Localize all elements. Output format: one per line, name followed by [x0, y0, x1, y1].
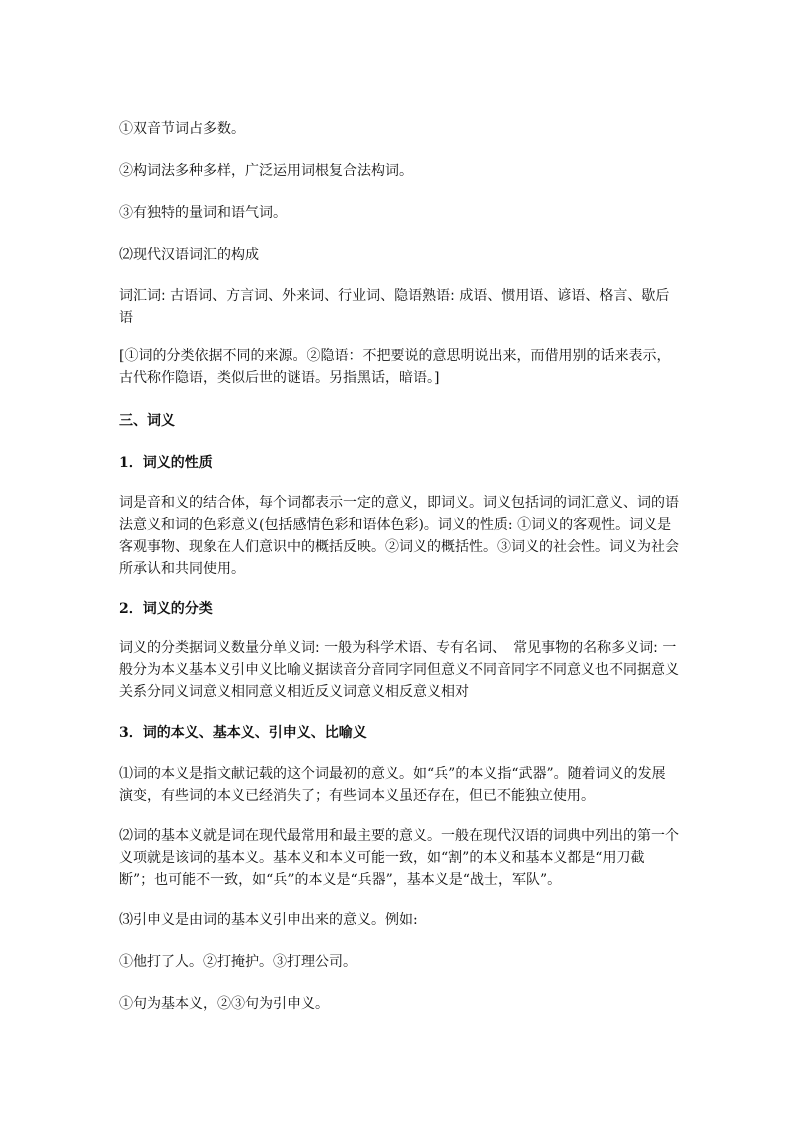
paragraph-basic-meaning: ⑵词的基本义就是词在现代最常用和最主要的意义。一般在现代汉语的词典中列出的第一个义项就是该词的基本义。基本义和本义可能一致，如“割”的本义和基本义都是“用刀截断”；也可能不一致，如“兵”的本义是“兵器”，基本义是“战士，军队”。 — [119, 828, 679, 888]
paragraph-example-explanation: ①句为基本义，②③句为引申义。 — [119, 996, 329, 1012]
paragraph-example-sentences: ①他打了人。②打掩护。③打理公司。 — [119, 954, 357, 970]
heading-original-basic-meaning: 3．词的本义、基本义、引申义、比喻义 — [119, 725, 367, 741]
paragraph-meaning-classification: 词义的分类据词义数量分单义词: 一般为科学术语、专有名词、 常见事物的名称多义词: 一般分为本义基本义引申义比喻义据读音分音同字同但意义不同音同字不同意义也不同据意义关系分同义词意义相同意义相近反义词意义相反意义相对 — [119, 640, 679, 700]
heading-meaning-nature: 1．词义的性质 — [119, 455, 213, 471]
heading-meaning-classification: 2．词义的分类 — [119, 601, 213, 617]
paragraph-word-formation: ②构词法多种多样，广泛运用词根复合法构词。 — [119, 163, 413, 179]
paragraph-vocabulary-types: 词汇词: 古语词、方言词、外来词、行业词、隐语熟语: 成语、惯用语、谚语、格言、歇后语 — [119, 288, 670, 326]
paragraph-note: [①词的分类依据不同的来源。②隐语：不把要说的意思明说出来，而借用别的话来表示，古代称作隐语，类似后世的谜语。另指黑话，暗语。] — [119, 348, 671, 386]
section-heading-word-meaning: 三、词义 — [119, 413, 175, 429]
paragraph-extended-meaning: ⑶引申义是由词的基本义引申出来的意义。例如: — [119, 912, 418, 928]
subheading-vocabulary-composition: ⑵现代汉语词汇的构成 — [119, 247, 259, 263]
paragraph-meaning-nature: 词是音和义的结合体，每个词都表示一定的意义，即词义。词义包括词的词汇意义、词的语法意义和词的色彩意义(包括感情色彩和语体色彩)。词义的性质: ①词义的客观性。词义是客观事物、现象在人们意识中的概括反映。②词义的概括性。③词义的社会性。词义为社会所承认和共同使用。 — [119, 495, 679, 577]
paragraph-measure-words: ③有独特的量词和语气词。 — [119, 205, 287, 221]
paragraph-original-meaning: ⑴词的本义是指文献记载的这个词最初的意义。如“兵”的本义指“武器”。随着词义的发展演变，有些词的本义已经消失了；有些词本义虽还存在，但已不能独立使用。 — [119, 766, 666, 804]
paragraph-disyllabic: ①双音节词占多数。 — [119, 121, 245, 137]
